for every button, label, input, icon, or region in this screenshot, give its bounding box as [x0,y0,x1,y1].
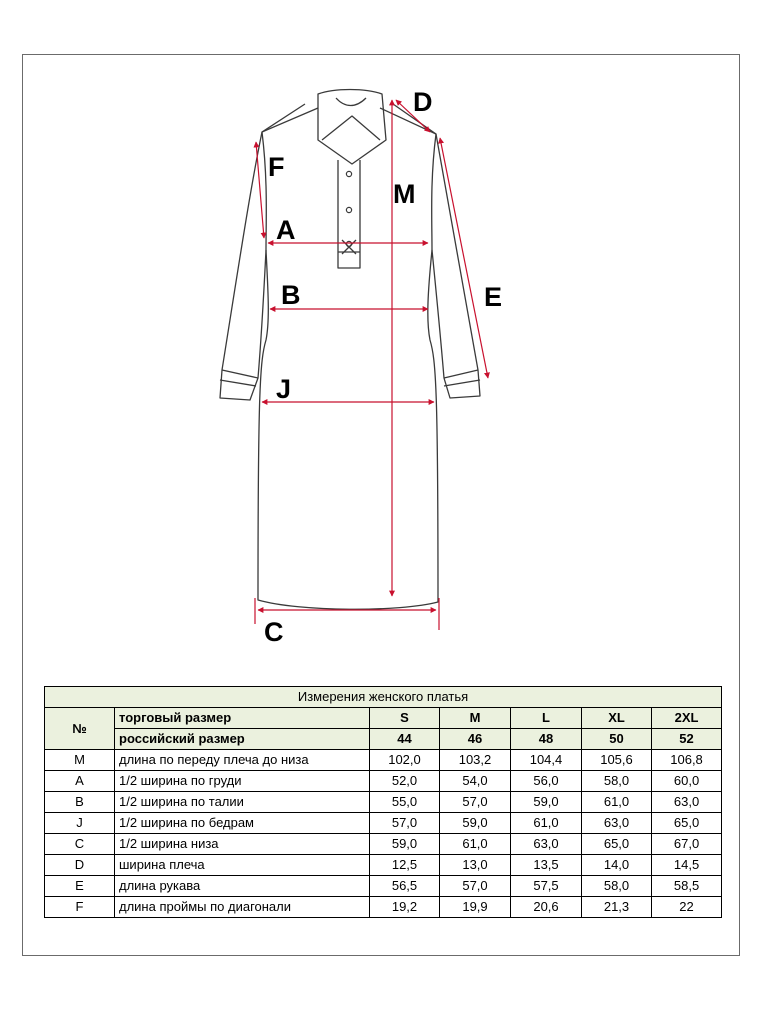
table-title-row [45,687,722,708]
russian-size: 46 [440,729,511,750]
label-e: E [484,282,503,312]
label-c: C [264,617,284,647]
number-header: № [45,708,115,750]
table-row [45,771,722,792]
label-d: D [413,87,433,117]
measure-value: 19,2 [370,897,440,918]
measure-value: 59,0 [370,834,440,855]
dress-outline [220,87,480,610]
measure-code: B [45,792,115,813]
table-row [45,876,722,897]
russian-size: 50 [582,729,652,750]
table-row [45,834,722,855]
measure-value: 63,0 [652,792,722,813]
measure-code: D [45,855,115,876]
measure-value: 105,6 [582,750,652,771]
measure-value: 13,5 [511,855,582,876]
measure-value: 59,0 [511,792,582,813]
measure-value: 54,0 [440,771,511,792]
measure-value: 57,0 [370,813,440,834]
measure-code: A [45,771,115,792]
measure-code: F [45,897,115,918]
measure-value: 65,0 [652,813,722,834]
measure-value: 12,5 [370,855,440,876]
label-m: M [393,179,416,209]
russian-size: 44 [370,729,440,750]
table-row [45,897,722,918]
measure-value: 59,0 [440,813,511,834]
measure-value: 67,0 [652,834,722,855]
measure-value: 13,0 [440,855,511,876]
measure-name: длина проймы по диагонали [115,897,370,918]
trade-size: S [370,708,440,729]
measure-code: J [45,813,115,834]
table-row [45,813,722,834]
measure-value: 56,0 [511,771,582,792]
measure-name: 1/2 ширина по бедрам [115,813,370,834]
measure-value: 14,5 [652,855,722,876]
measure-value: 61,0 [582,792,652,813]
label-j: J [276,374,292,404]
measure-value: 21,3 [582,897,652,918]
russian-size: 52 [652,729,722,750]
measure-value: 63,0 [582,813,652,834]
measure-value: 52,0 [370,771,440,792]
measure-value: 65,0 [582,834,652,855]
measure-value: 58,5 [652,876,722,897]
measure-name: 1/2 ширина по талии [115,792,370,813]
table-row [45,792,722,813]
trade-size-row [45,708,722,729]
russian-size-label: российский размер [115,729,370,750]
measure-value: 60,0 [652,771,722,792]
russian-size: 48 [511,729,582,750]
measurement-lines [255,100,488,630]
measure-value: 57,0 [440,792,511,813]
measure-code: C [45,834,115,855]
buttons [346,171,351,246]
measure-value: 57,0 [440,876,511,897]
measure-name: 1/2 ширина по груди [115,771,370,792]
measure-name: длина рукава [115,876,370,897]
table-row [45,750,722,771]
measure-value: 20,6 [511,897,582,918]
measure-value: 14,0 [582,855,652,876]
measure-code: E [45,876,115,897]
measure-value: 61,0 [511,813,582,834]
measure-value: 106,8 [652,750,722,771]
measure-value: 55,0 [370,792,440,813]
table-title: Измерения женского платья [45,687,722,708]
label-b: B [281,280,301,310]
size-table [44,686,722,918]
measure-value: 19,9 [440,897,511,918]
trade-size: 2XL [652,708,722,729]
measure-value: 102,0 [370,750,440,771]
label-f: F [268,152,285,182]
measure-value: 61,0 [440,834,511,855]
russian-size-row [45,729,722,750]
measure-value: 57,5 [511,876,582,897]
measure-value: 56,5 [370,876,440,897]
trade-size: XL [582,708,652,729]
label-a: A [276,215,296,245]
measure-name: ширина плеча [115,855,370,876]
measure-value: 22 [652,897,722,918]
measure-value: 63,0 [511,834,582,855]
measure-value: 104,4 [511,750,582,771]
table-row [45,855,722,876]
measure-code: M [45,750,115,771]
measure-value: 103,2 [440,750,511,771]
measure-name: длина по переду плеча до низа [115,750,370,771]
trade-size: L [511,708,582,729]
measure-value: 58,0 [582,876,652,897]
measure-name: 1/2 ширина низа [115,834,370,855]
trade-size-label: торговый размер [115,708,370,729]
trade-size: M [440,708,511,729]
measure-value: 58,0 [582,771,652,792]
